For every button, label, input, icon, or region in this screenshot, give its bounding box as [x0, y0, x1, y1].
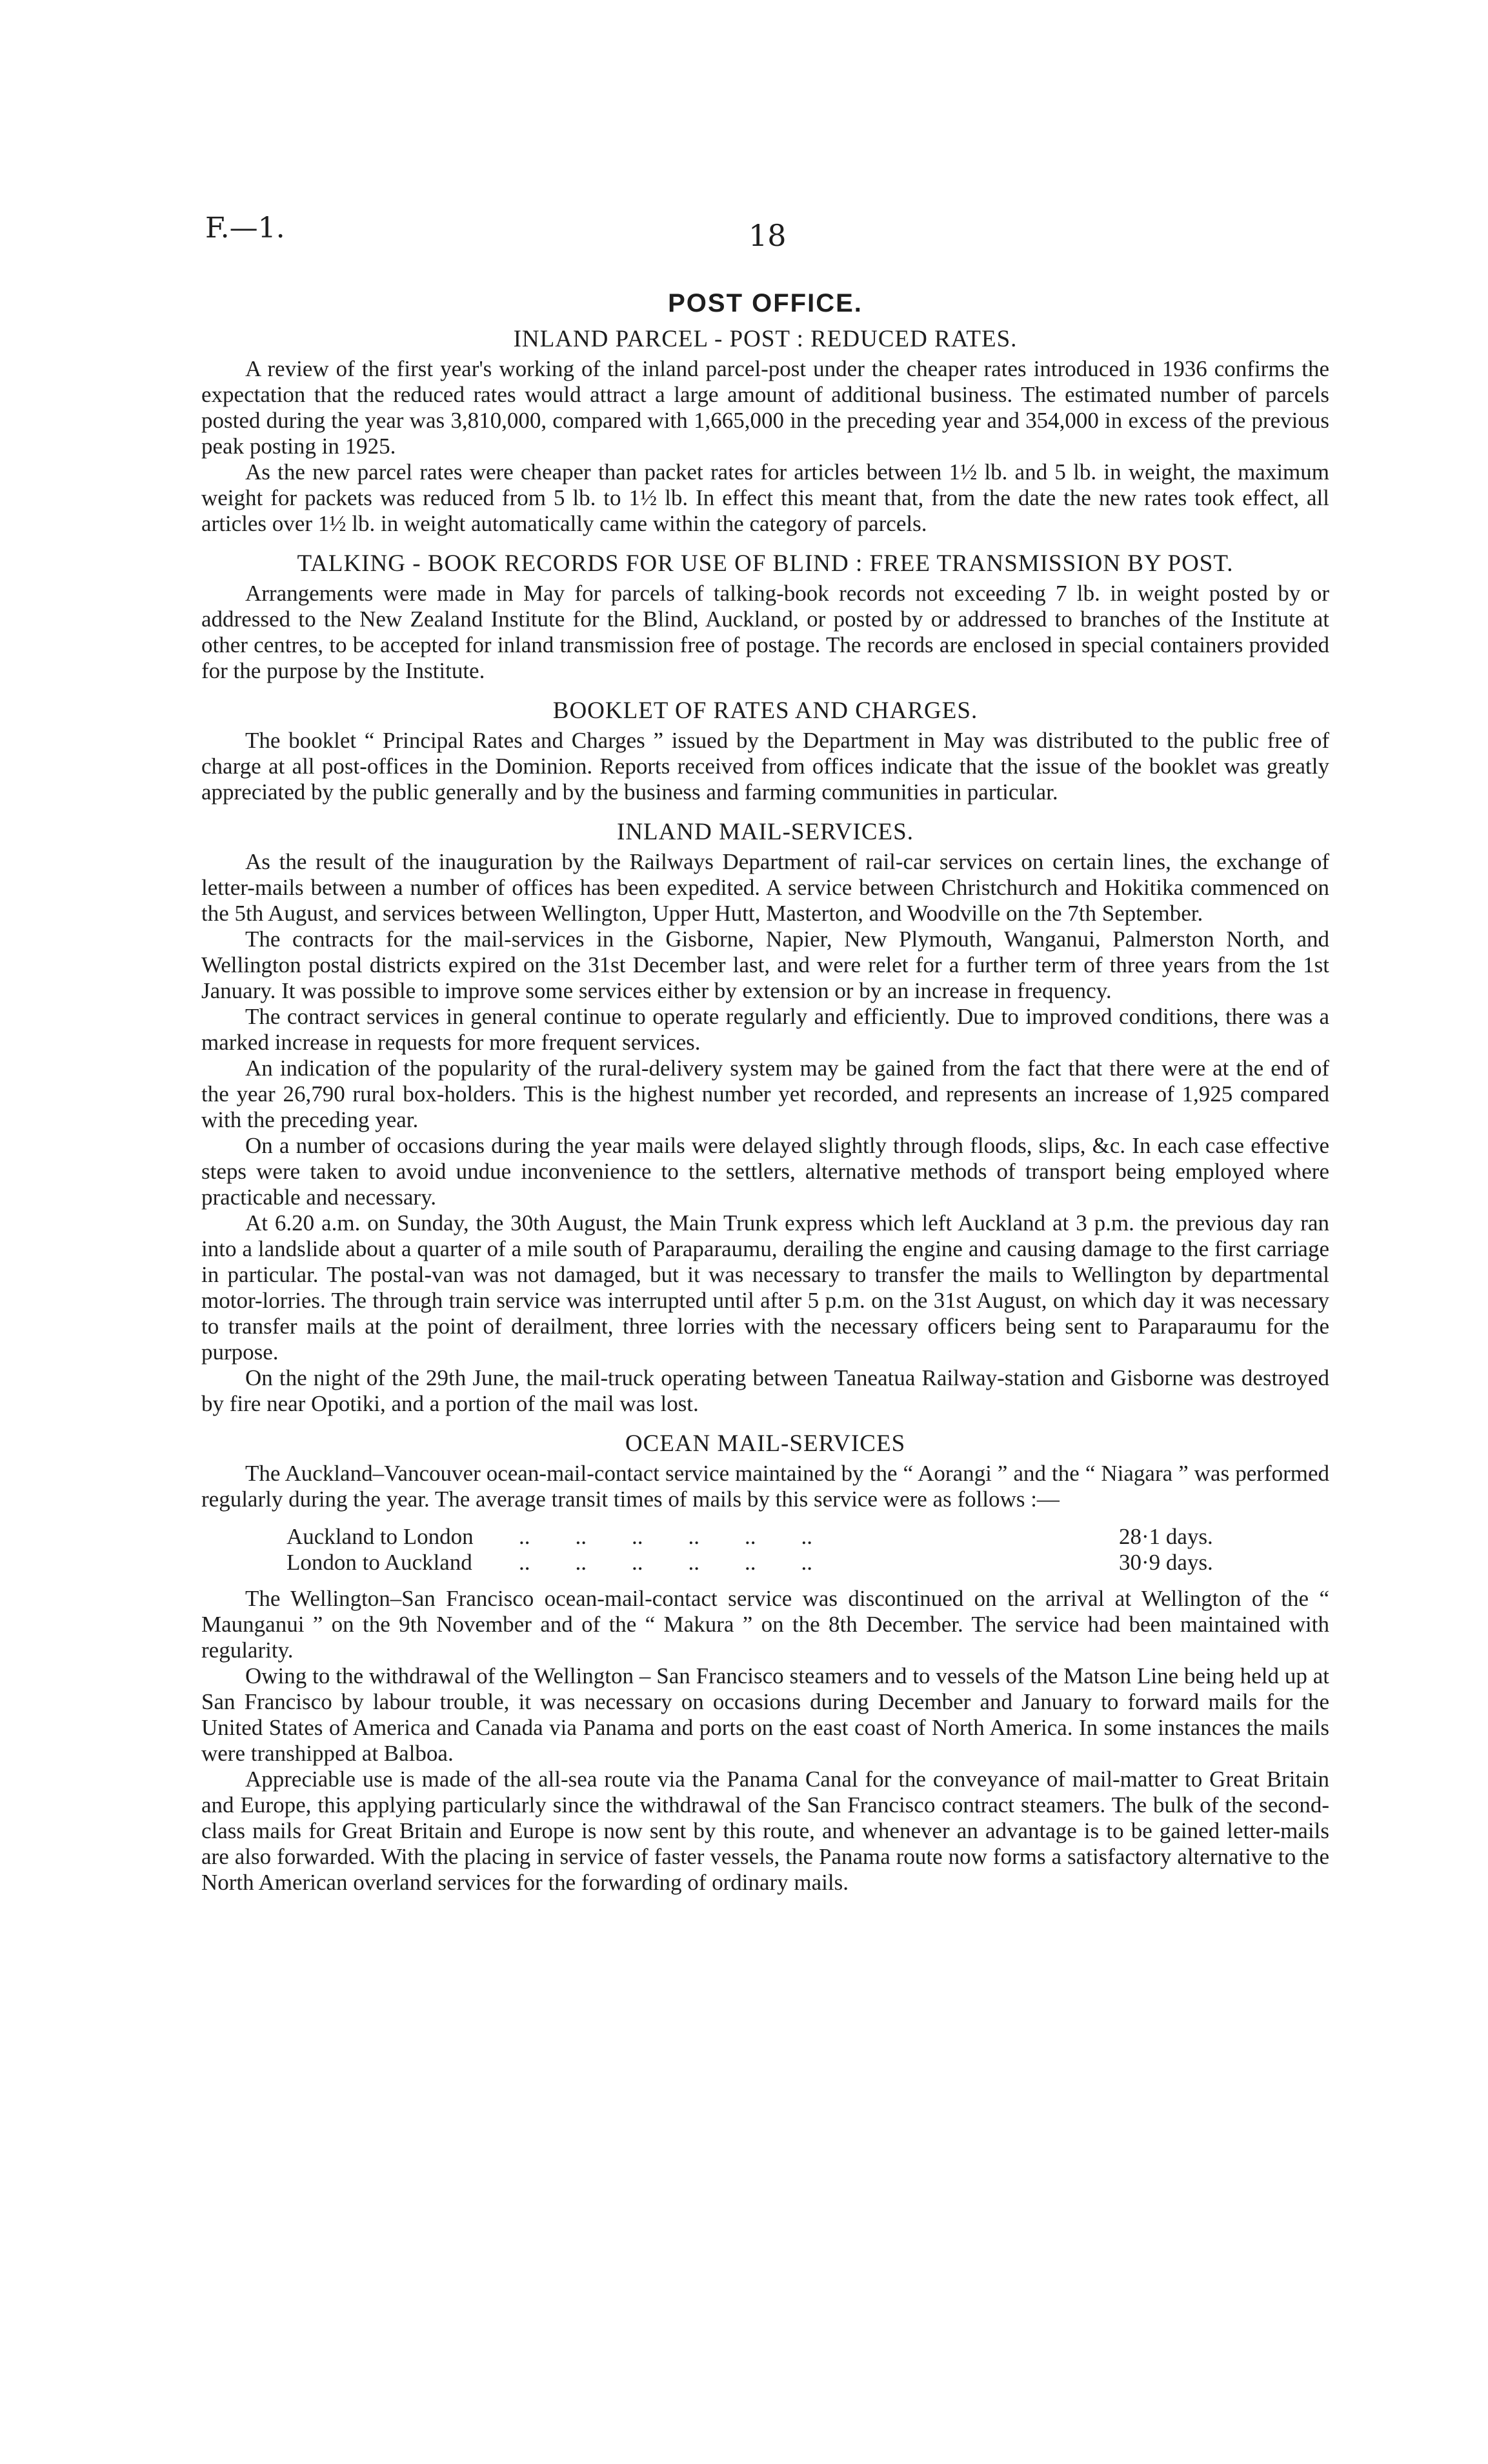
paragraph: A review of the first year's working of the inland parcel-post under the cheaper rates introduced in 1936 confirms the expectation that the reduced rates would attract a large amount of additional business. The estimated number of parcels posted during the year was 3,810,000, compared with 1,665,000 in the preceding year and 354,000 in excess of the previous peak posting in 1925. [201, 356, 1329, 459]
route-label: Auckland to London [287, 1524, 474, 1549]
section-heading-booklet: BOOKLET OF RATES AND CHARGES. [552, 697, 978, 724]
paragraph: On the night of the 29th June, the mail-truck operating between Taneatua Railway-station and Gisborne was destroyed by fire near Opotiki, and a portion of the mail was lost. [201, 1365, 1329, 1416]
section-heading-inland-mail: INLAND MAIL-SERVICES. [617, 819, 914, 845]
transit-row [287, 1524, 1216, 1550]
paragraph: The contract services in general continue to operate regularly and efficiently. Due to improved conditions, there was a marked increase in requests for more frequent services. [201, 1004, 1329, 1055]
paragraph: At 6.20 a.m. on Sunday, the 30th August, the Main Trunk express which left Auckland at 3 p.m. the previous day ran into a landslide about a quarter of a mile south of Paraparaumu, derailing the engine and causing damage to the first carriage in particular. The postal-van was not damaged, but it was necessary to transfer the mails to Wellington by departmental motor-lorries. The through train service was interrupted until after 5 p.m. on the 31st August, on which day it was necessary to transfer mails at the point of derailment, three lorries with the necessary officers being sent to Paraparaumu for the purpose. [201, 1210, 1329, 1365]
paragraph: An indication of the popularity of the rural-delivery system may be gained from the fact that there were at the end of the year 26,790 rural box-holders. This is the highest number yet recorded, and represents an increase of 1,925 compared with the preceding year. [201, 1056, 1329, 1132]
paragraph: Appreciable use is made of the all-sea route via the Panama Canal for the conveyance of mail-matter to Great Britain and Europe, this applying particularly since the withdrawal of the San Francisco contract steamers. The bulk of the second-class mails for Great Britain and Europe is now sent by this route, and whenever an advantage is to be gained letter-mails are also forwarded. With the placing in service of faster vessels, the Panama route now forms a satisfactory alternative to the North American overland services for the forwarding of ordinary mails. [201, 1767, 1329, 1895]
paragraph: As the result of the inauguration by the Railways Department of rail-car services on certain lines, the exchange of letter-mails between a number of offices has been expedited. A service between Christchurch and Hokitika commenced on the 5th August, and services between Wellington, Upper Hutt, Masterton, and Woodville on the 7th September. [201, 849, 1329, 926]
route-label: London to Auckland [287, 1550, 472, 1575]
document-body [201, 290, 1329, 1896]
transit-row [287, 1550, 1216, 1576]
paragraph: As the new parcel rates were cheaper than packet rates for articles between 1½ lb. and 5 lb. in weight, the maximum weight for packets was reduced from 5 lb. to 1½ lb. In effect this meant that, from the date the new rates took effect, all articles over 1½ lb. in weight automatically came within the category of parcels. [201, 459, 1329, 536]
paragraph: The Auckland–Vancouver ocean-mail-contact service maintained by the “ Aorangi ” and the “ Niagara ” was performed regularly during the year. The average transit times of mails by this service were as follows :— [201, 1461, 1329, 1512]
section-heading-parcel-post: INLAND PARCEL - POST : REDUCED RATES. [513, 326, 1018, 352]
paragraph: On a number of occasions during the year mails were delayed slightly through floods, slips, &c. In each case effective steps were taken to avoid undue inconvenience to the settlers, alternative methods of transport being employed where practicable and necessary. [201, 1133, 1329, 1210]
transit-times-table [201, 1524, 1329, 1576]
paragraph: The booklet “ Principal Rates and Charges ” issued by the Department in May was distributed to the public free of charge at all post-offices in the Dominion. Reports received from offices indicate that the issue of the booklet was greatly appreciated by the public generally and by the business and farming communities in particular. [201, 728, 1329, 805]
paragraph: Arrangements were made in May for parcels of talking-book records not exceeding 7 lb. in weight posted by or addressed to the New Zealand Institute for the Blind, Auckland, or posted by or addressed to branches of the Institute at other centres, to be accepted for inland transmission free of postage. The records are enclosed in special containers provided for the purpose by the Institute. [201, 581, 1329, 683]
page-number: 18 [749, 218, 787, 253]
paragraph: Owing to the withdrawal of the Wellington – San Francisco steamers and to vessels of the Matson Line being held up at San Francisco by labour trouble, it was necessary on occasions during December and January to forward mails for the United States of America and Canada via Panama and ports on the east coast of North America. In some instances the mails were transhipped at Balboa. [201, 1663, 1329, 1766]
leader-dots: .. .. .. .. .. .. [519, 1550, 812, 1575]
page-reference: F.—1. [205, 212, 285, 245]
transit-days: 28·1 days. [1119, 1524, 1213, 1549]
transit-days: 30·9 days. [1119, 1550, 1213, 1575]
page-title: POST OFFICE. [668, 289, 863, 317]
section-heading-ocean-mail: OCEAN MAIL-SERVICES [625, 1430, 906, 1457]
leader-dots: .. .. .. .. .. .. [519, 1524, 812, 1549]
section-heading-talking-book: TALKING - BOOK RECORDS FOR USE OF BLIND : FREE TRANSMISSION BY POST. [297, 550, 1234, 577]
paragraph: The Wellington–San Francisco ocean-mail-contact service was discontinued on the arrival at Wellington of the “ Maunganui ” on the 9th November and of the “ Makura ” on the 8th December. The service had been maintained with regularity. [201, 1586, 1329, 1663]
paragraph: The contracts for the mail-services in the Gisborne, Napier, New Plymouth, Wanganui, Palmerston North, and Wellington postal districts expired on the 31st December last, and were relet for a further term of three years from the 1st January. It was possible to improve some services either by extension or by an increase in frequency. [201, 927, 1329, 1003]
